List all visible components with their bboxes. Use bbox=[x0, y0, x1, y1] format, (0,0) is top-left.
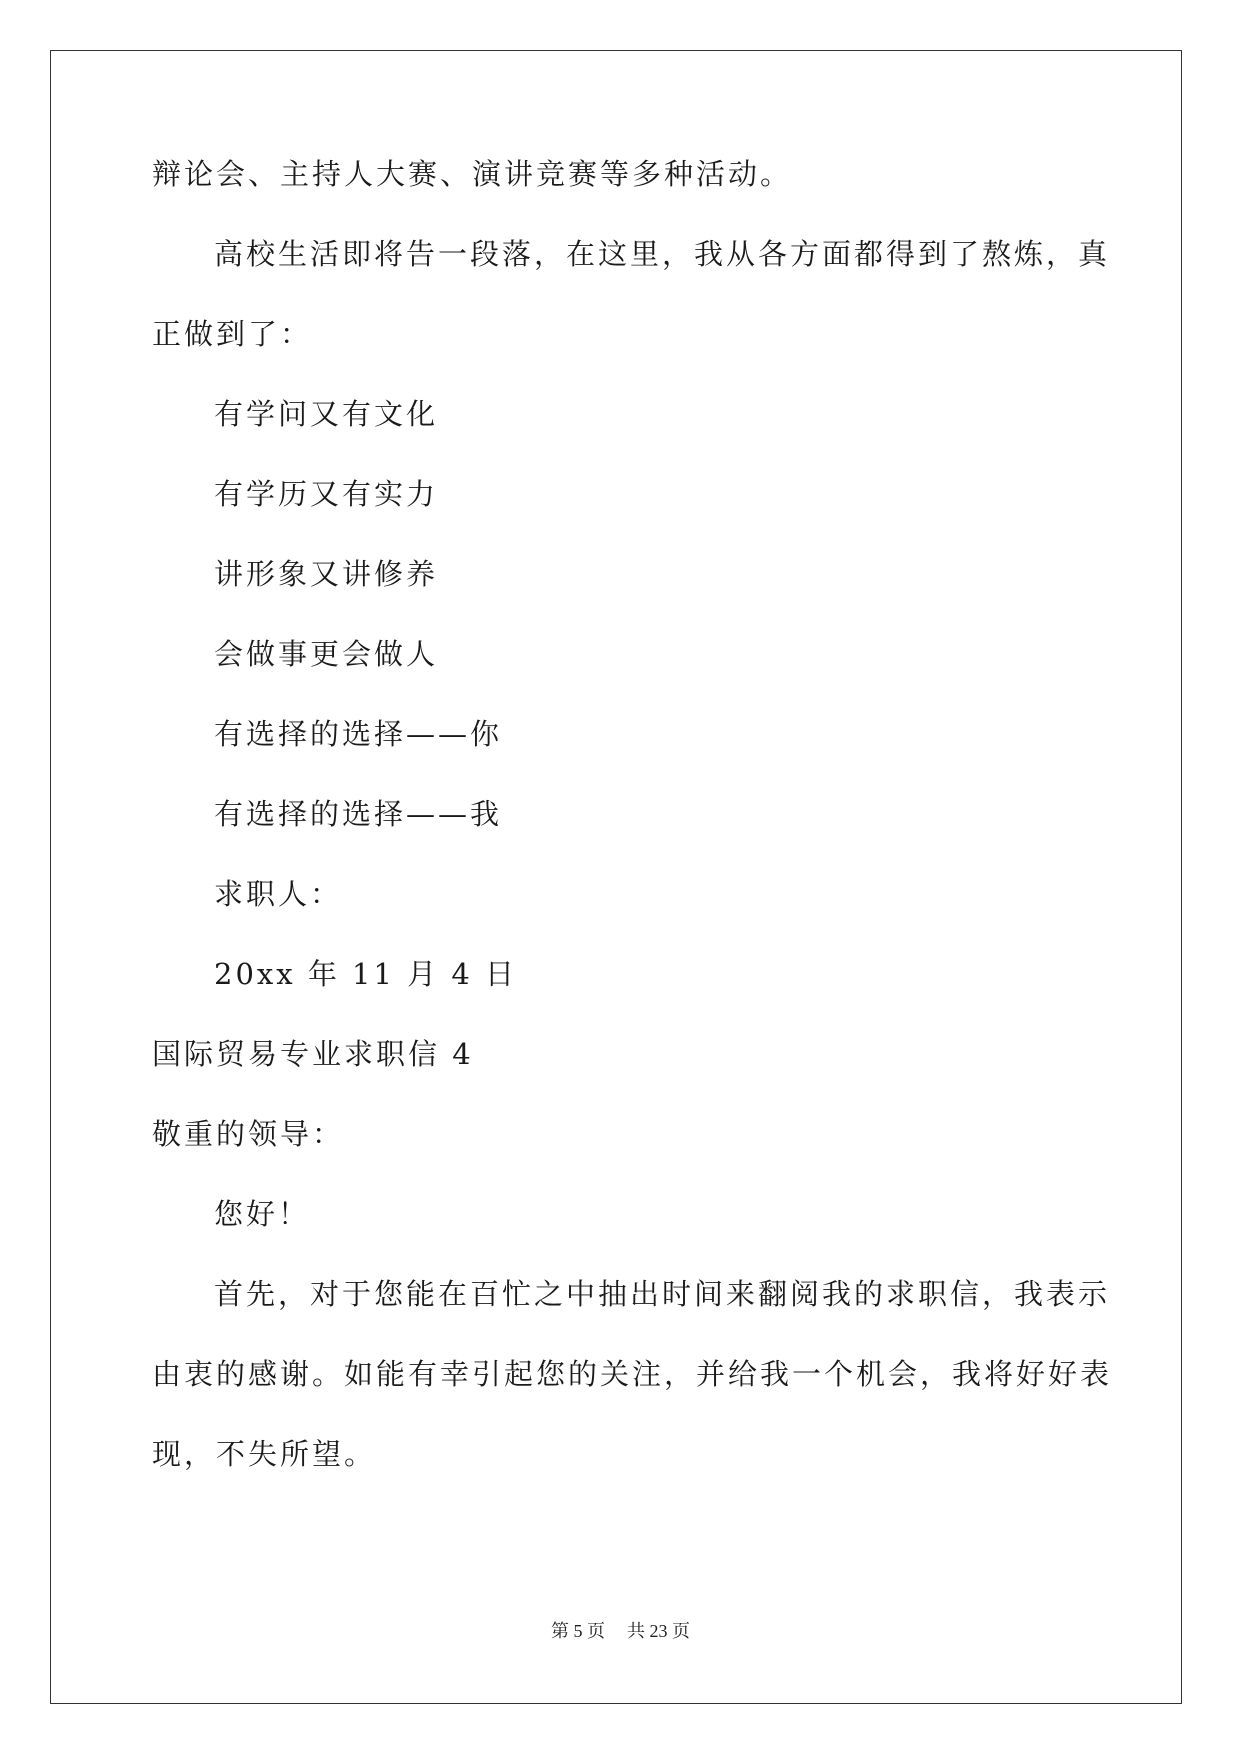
page-total: 共 23 页 bbox=[627, 1621, 690, 1641]
date-line: 20xx 年 11 月 4 日 bbox=[214, 957, 518, 991]
text-line: 现，不失所望。 bbox=[152, 1437, 377, 1471]
text-line: 讲形象又讲修养 bbox=[214, 557, 439, 591]
text-line: 求职人： bbox=[214, 877, 343, 911]
text-line: 高校生活即将告一段落，在这里，我从各方面都得到了熬炼，真 bbox=[214, 237, 1111, 271]
salutation: 敬重的领导： bbox=[152, 1117, 345, 1151]
text-line: 辩论会、主持人大赛、演讲竞赛等多种活动。 bbox=[152, 157, 793, 191]
text-line: 有学问又有文化 bbox=[214, 397, 439, 431]
greeting: 您好！ bbox=[214, 1197, 311, 1231]
text-line: 由衷的感谢。如能有幸引起您的关注，并给我一个机会，我将好好表 bbox=[152, 1357, 1113, 1391]
page-number: 第 5 页 bbox=[551, 1621, 605, 1641]
text-line: 有选择的选择——你 bbox=[214, 717, 503, 751]
text-line: 首先，对于您能在百忙之中抽出时间来翻阅我的求职信，我表示 bbox=[214, 1277, 1111, 1311]
page-footer bbox=[0, 1617, 1241, 1643]
section-title: 国际贸易专业求职信 4 bbox=[152, 1037, 474, 1071]
text-line: 正做到了： bbox=[152, 317, 313, 351]
text-line: 有选择的选择——我 bbox=[214, 797, 503, 831]
text-line: 会做事更会做人 bbox=[214, 637, 439, 671]
text-line: 有学历又有实力 bbox=[214, 477, 439, 511]
